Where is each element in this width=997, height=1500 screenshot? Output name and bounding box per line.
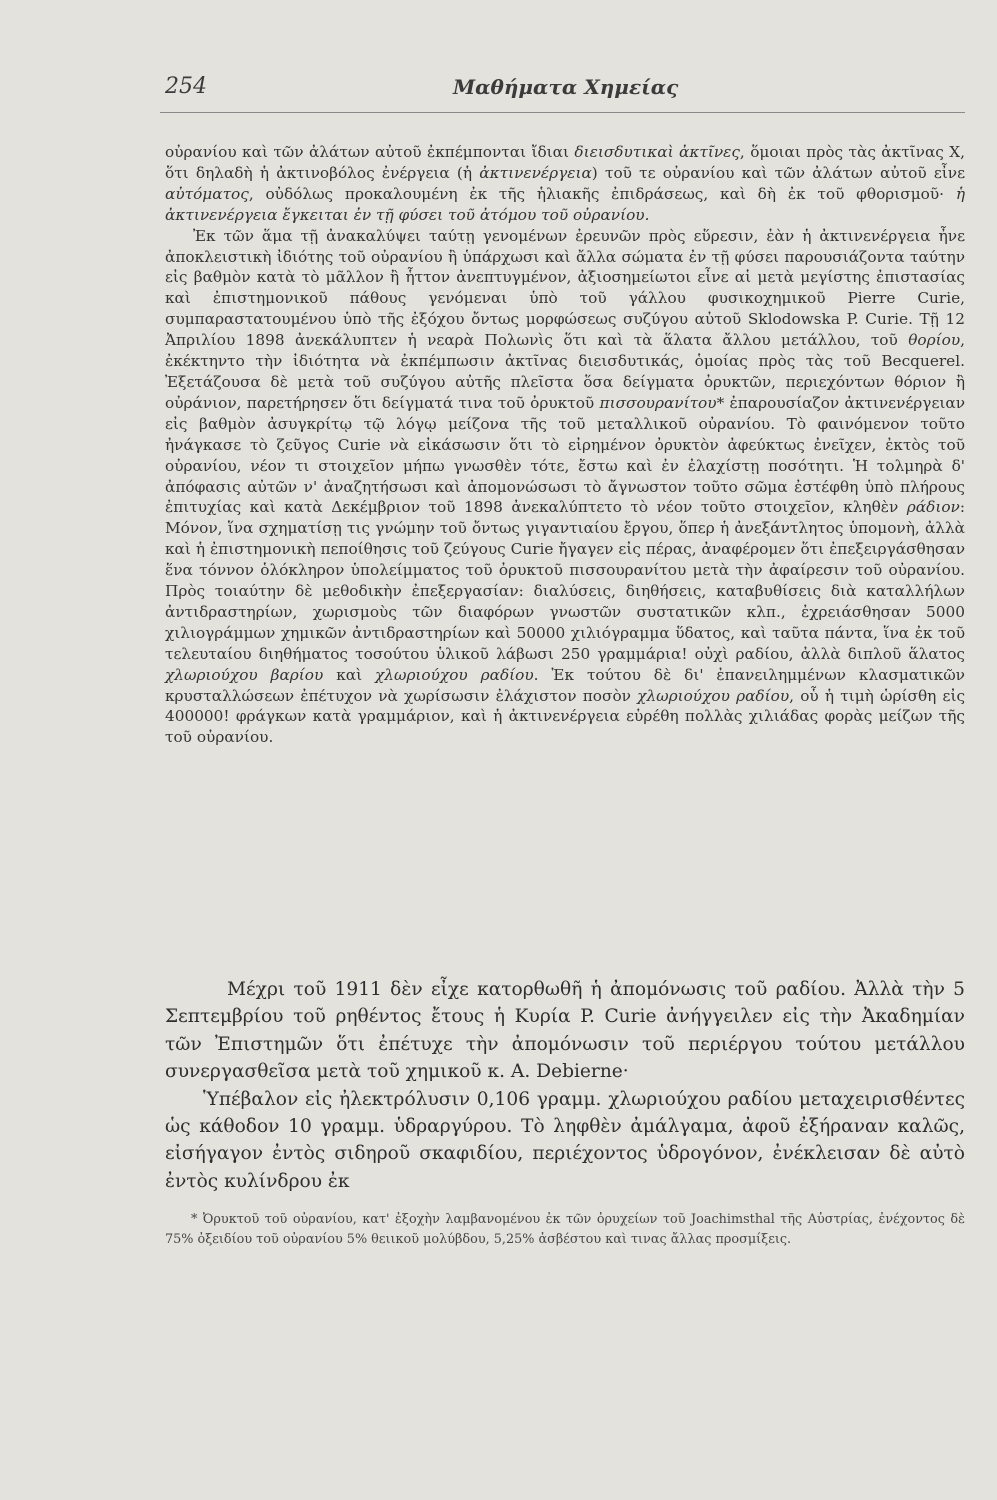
italic-term: αὐτόματος [165,184,249,203]
text-run: . Ἐκ τούτου δὲ δι' ἐπανειλημμένων κλασματικῶν κρυσταλλώσεων ἐπέτυχον νὰ χωρίσωσιν ἐλάχιστον ποσὸν [165,665,965,705]
italic-term: χλωριούχου ραδίου [375,665,534,684]
italic-term: χλωριούχου ραδίου [637,686,790,705]
text-run: Ἐκ τῶν ἅμα τῇ ἀνακαλύψει ταύτῃ γενομένων ἐρευνῶν πρὸς εὕρεσιν, ἐὰν ἡ ἀκτινενέργεια ἦνε ἀποκλειστικὴ ἰδιότης τοῦ οὐρανίου ἢ ὑπάρχωσι καὶ ἄλλα σώματα ἐν τῇ φύσει παρουσιάζοντα ταύτην εἰς βαθμὸν κατὰ τὸ μᾶλλον ἢ ἧττον ἀνεπτυγμένον, ἀξιοσημείωτοι εἶνε αἱ μετὰ μεγίστης ἐπιστασίας καὶ ἐπιστημονικοῦ πάθους γενόμεναι ὑπὸ τοῦ γάλλου φυσικοχημικοῦ Pierre Curie, συμπαραστατουμένου ὑπὸ τῆς ἐξόχου ὄντως μορφώσεως συζύγου αὐτοῦ Sklodowska P. Curie. Τῇ 12 Ἀπριλίου 1898 ἀνεκάλυπτεν ἡ νεαρὰ Πολωνὶς ὅτι καὶ τὰ ἅλατα ἄλλου μετάλλου, τοῦ [165,226,965,350]
large-print-section [165,976,965,1195]
italic-term: πισσουρανίτου [599,393,717,412]
footnote [165,1210,965,1250]
text-run: , ὅμοιαι πρὸς τὰς ἀκτῖνας X, ὅτι δηλαδὴ ἡ ἀκτινοβόλος ἐνέργεια (ἡ [165,143,966,182]
header-rule [160,112,965,113]
page-number: 254 [165,74,207,99]
italic-term: ἡ ἀκτινενέργεια ἔγκειται ἐν τῇ φύσει τοῦ ἀτόμου τοῦ οὐρανίου. [165,184,965,224]
page-header [165,74,965,114]
text-run: * ἐπαρουσίαζον ἀκτινενέργειαν εἰς βαθμὸν ἀσυγκρίτῳ τῷ λόγῳ μείζονα τῆς τοῦ μεταλλικοῦ οὐρανίου. Τὸ φαινόμενον τοῦτο ἠνάγκασε τὸ ζεῦγος Curie νὰ εἰκάσωσιν ὅτι τὸ εἰρημένον ὀρυκτὸν ἀφεύκτως ἐνεῖχεν, ἐκτὸς τοῦ οὐρανίου, νέον τι στοιχεῖον μήπω γνωσθὲν τότε, ἔστω καὶ ἐν ἐλαχίστῃ ποσότητι. Ἡ τολμηρὰ δ' ἀπόφασις αὐτῶν ν' ἀναζητήσωσι καὶ ἀπομονώσωσι τὸ ἄγνωστον τοῦτο σῶμα ἐστέφθη ὑπὸ πλήρους ἐπιτυχίας καὶ κατὰ Δεκέμβριον τοῦ 1898 ἀνεκαλύπτετο τὸ νέον τοῦτο στοιχεῖον, κληθὲν [165,393,965,517]
text-run: : Μόνον, ἵνα σχηματίσῃ τις γνώμην τοῦ ὄντως γιγαντιαίου ἔργου, ὅπερ ἡ ἀνεξάντλητος ὑπομονὴ, ἀλλὰ καὶ ἡ ἐπιστημονικὴ πεποίθησις τοῦ ζεύγους Curie ἤγαγεν εἰς πέρας, ἀναφέρομεν ὅτι ἐπεξειργάσθησαν ἕνα τόννον ὁλόκληρον ὑπολείμματος τοῦ ὀρυκτοῦ πισσουρανίτου μετὰ τὴν ἀφαίρεσιν τοῦ οὐρανίου. Πρὸς τοιαύτην δὲ μεθοδικὴν ἐπεξεργασίαν: διαλύσεις, διηθήσεις, καταβυθίσεις διὰ καταλλήλων ἀντιδραστηρίων, χωρισμοὺς τῶν διαφόρων γνωστῶν συστατικῶν κλπ., ἐχρειάσθησαν 5000 χιλιογράμμων χημικῶν ἀντιδραστηρίων καὶ 50000 χιλιόγραμμα ὕδατος, καὶ ταῦτα πάντα, ἵνα ἐκ τοῦ τελευταίου διηθήματος τοσούτου ὑλικοῦ λάβωσι 250 γραμμάρια! οὐχὶ ραδίου, ἀλλὰ διπλοῦ ἅλατος [165,498,965,663]
text-run: , οὐδόλως προκαλουμένη ἐκ τῆς ἡλιακῆς ἐπιδράσεως, καὶ δὴ ἐκ τοῦ φθορισμοῦ· [248,184,956,203]
text-run: , ἐκέκτηντο τὴν ἰδιότητα νὰ ἐκπέμπωσιν ἀκτῖνας διεισδυτικάς, ὁμοίας πρὸς τὰς τοῦ Becquerel. Ἐξετάζουσα δὲ μετὰ τοῦ συζύγου αὐτῆς πλεῖστα ὅσα δείγματα ὀρυκτῶν, περιεχόντων θόριον ἢ οὐράνιον, παρετήρησεν ὅτι δείγματά τινα τοῦ ὀρυκτοῦ [165,331,965,412]
italic-term: διεισδυτικαὶ ἀκτῖνες [574,143,740,161]
text-run: , οὗ ἡ τιμὴ ὡρίσθη εἰς 400000! φράγκων κατὰ γραμμάριον, καὶ ἡ ἀκτινενέργεια εὑρέθη πολλὰς χιλιάδας φορὰς μείζων τῆς τοῦ οὐρανίου. [165,686,966,747]
paragraph-curie-discovery [165,226,965,749]
italic-term: ἀκτινενέργεια [479,163,592,182]
text-run: οὐρανίου καὶ τῶν ἀλάτων αὐτοῦ ἐκπέμπονται ἴδιαι [165,143,575,161]
italic-term: ράδιον [906,498,960,517]
italic-term: χλωριούχου βαρίου [165,665,324,684]
paragraph-isolation-1911: Μέχρι τοῦ 1911 δὲν εἶχε κατορθωθῆ ἡ ἀπομόνωσις τοῦ ραδίου. Ἀλλὰ τὴν 5 Σεπτεμβρίου τοῦ ρηθέντος ἔτους ἡ Κυρία P. Curie ἀνήγγειλεν εἰς τὴν Ἀκαδημίαν τῶν Ἐπιστημῶν ὅτι ἐπέτυχε τὴν ἀπομόνωσιν τοῦ περιέργου τούτου μετάλλου συνεργασθεῖσα μετὰ τοῦ χημικοῦ κ. A. Debierne· [165,979,965,1083]
footnote-text: * Ὀρυκτοῦ τοῦ οὐρανίου, κατ' ἐξοχὴν λαμβανομένου ἐκ τῶν ὀρυχείων τοῦ Joachimsthal τῆς Αὐστρίας, ἐνέχοντος δὲ 75% ὀξειδίου τοῦ οὐρανίου 5% θειικοῦ μολύβδου, 5,25% ἀσβέστου καὶ τινας ἄλλας προσμίξεις. [165,1212,965,1247]
text-run: καὶ [323,665,375,684]
small-print-section [165,142,965,748]
italic-term: θορίου [908,331,961,350]
paragraph-continuation [165,142,965,226]
text-run: ) τοῦ τε οὐρανίου καὶ τῶν ἀλάτων αὐτοῦ εἶνε [591,163,965,182]
paragraph-electrolysis: Ὑπέβαλον εἰς ἠλεκτρόλυσιν 0,106 γραμμ. χλωριούχου ραδίου μεταχειρισθέντες ὡς κάθοδον 10 γραμμ. ὑδραργύρου. Τὸ ληφθὲν ἀμάλγαμα, ἀφοῦ ἐξήραναν καλῶς, εἰσήγαγον ἐντὸς σιδηροῦ σκαφιδίου, περιέχοντος ὑδρογόνον, ἐνέκλεισαν δὲ αὐτὸ ἐντὸς κυλίνδρου ἐκ [165,1088,965,1192]
running-title: Μαθήματα Χημείας [453,75,679,99]
